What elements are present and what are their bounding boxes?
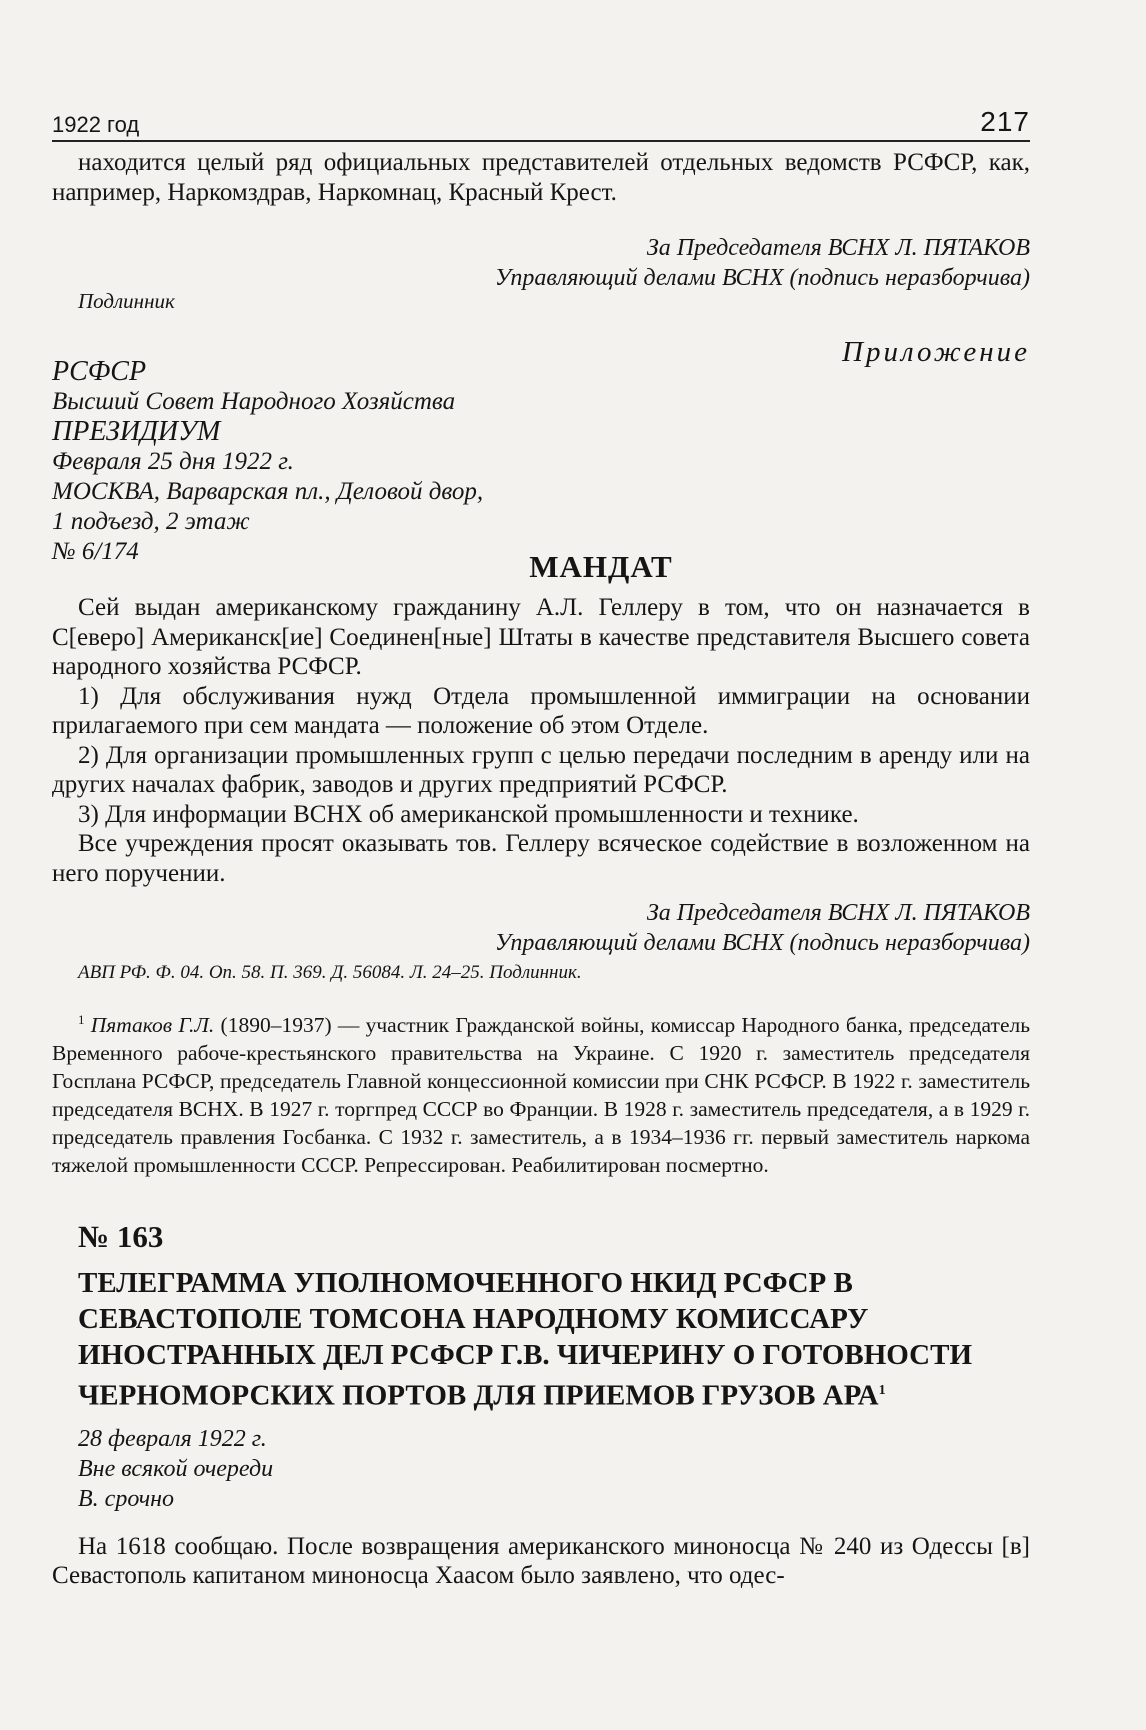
mandate-paragraph: Сей выдан американскому гражданину А.Л. Геллеру в том, что он назначается в С[еверо] Американск[ие] Соединен[ные] Штаты в качестве представителя Высшего совета народного хозяйства РСФСР. [52,594,1030,680]
signature-block-1 [52,233,1030,293]
letterhead-date: Февраля 25 дня 1922 г. [52,448,294,475]
document-body [52,1532,1030,1591]
signature-manager: Управляющий делами ВСНХ (подпись неразборчива) [494,265,1030,291]
document-urgency-1: Вне всякой очереди [78,1455,274,1482]
letterhead [52,357,1030,567]
mandate-item-1: 1) Для обслуживания нужд Отдела промышленной иммиграции на основании прилагаемого при сем мандата — положение об этом Отделе. [52,682,1030,739]
document-date: 28 февраля 1922 г. [78,1425,267,1452]
mandate-closing: Все учреждения просят оказывать тов. Геллеру всяческое содействие в возложенном на него поручении. [52,830,1030,887]
signature-manager-2: Управляющий делами ВСНХ (подпись неразборчива) [494,930,1030,956]
signature-block-2 [52,898,1030,958]
document-number: № 163 [78,1219,164,1255]
intro-paragraph: находится целый ряд официальных представителей отдельных ведомств РСФСР, как, например, Наркомздрав, Наркомнац, Красный Крест. [52,149,1030,206]
footnote [52,1006,1030,1179]
page-content [52,104,1030,1591]
original-note: Подлинник [78,289,175,313]
document-title-footnote-marker: 1 [878,1383,886,1399]
footnote-text: (1890–1937) — участник Гражданской войны, комиссар Народного банка, председатель Временного рабоче-крестьянского правительства на Украине. С 1920 г. заместитель председателя Госплана РСФСР, председатель Главной концессионной комиссии при СНК РСФСР. В 1922 г. заместитель председателя ВСНХ. В 1927 г. торгпред СССР во Франции. В 1928 г. заместитель председателя, а в 1929 г. председатель правления Госбанка. С 1932 г. заместитель, а в 1934–1936 гг. первый заместитель наркома тяжелой промышленности СССР. Репрессирован. Реабилитирован посмертно. [52,1013,1031,1178]
mandate-body [52,593,1030,888]
mandate-item-2: 2) Для организации промышленных групп с целью передачи последним в аренду или на других началах фабрик, заводов и других предприятий РСФСР. [52,741,1030,798]
running-head [52,104,1030,142]
document-meta [52,1424,1030,1514]
mandate-item-3: 3) Для информации ВСНХ об американской промышленности и технике. [78,800,859,828]
running-head-year: 1922 год [52,112,140,137]
document-opening: На 1618 сообщаю. После возвращения американского миноносца № 240 из Одессы [в] Севастополь капитаном миноносца Хаасом было заявлено, что одес- [52,1532,1030,1590]
letterhead-address-1: МОСКВА, Варварская пл., Деловой двор, [52,478,484,505]
archive-reference: АВП РФ. Ф. 04. Оп. 58. П. 369. Д. 56084. Л. 24–25. Подлинник. [78,962,582,983]
intro-block [52,148,1030,207]
letterhead-org: РСФСР [52,356,147,387]
letterhead-council: Высший Совет Народного Хозяйства [52,388,456,415]
document-urgency-2: В. срочно [78,1485,175,1512]
signature-chairman-2: За Председателя ВСНХ Л. ПЯТАКОВ [646,900,1030,926]
mandate-title: МАНДАТ [529,549,673,584]
document-title-text: ТЕЛЕГРАММА УПОЛНОМОЧЕННОГО НКИД РСФСР В СЕВАСТОПОЛЕ ТОМСОНА НАРОДНОМУ КОМИССАРУ ИНОСТРАННЫХ ДЕЛ РСФСР Г.В. ЧИЧЕРИНУ О ГОТОВНОСТИ ЧЕРНОМОРСКИХ ПОРТОВ ДЛЯ ПРИЕМОВ ГРУЗОВ АРА [78,1267,973,1412]
signature-chairman: За Председателя ВСНХ Л. ПЯТАКОВ [646,235,1030,261]
appendix-label: Приложение [842,336,1030,368]
page-number: 217 [980,106,1030,137]
footnote-name: Пятаков Г.Л. [90,1013,215,1038]
letterhead-presidium: ПРЕЗИДИУМ [52,416,221,447]
document-title [52,1265,1030,1414]
letterhead-number: № 6/174 [52,538,139,565]
footnote-marker: 1 [78,1012,85,1027]
letterhead-address-2: 1 подъезд, 2 этаж [52,508,250,535]
